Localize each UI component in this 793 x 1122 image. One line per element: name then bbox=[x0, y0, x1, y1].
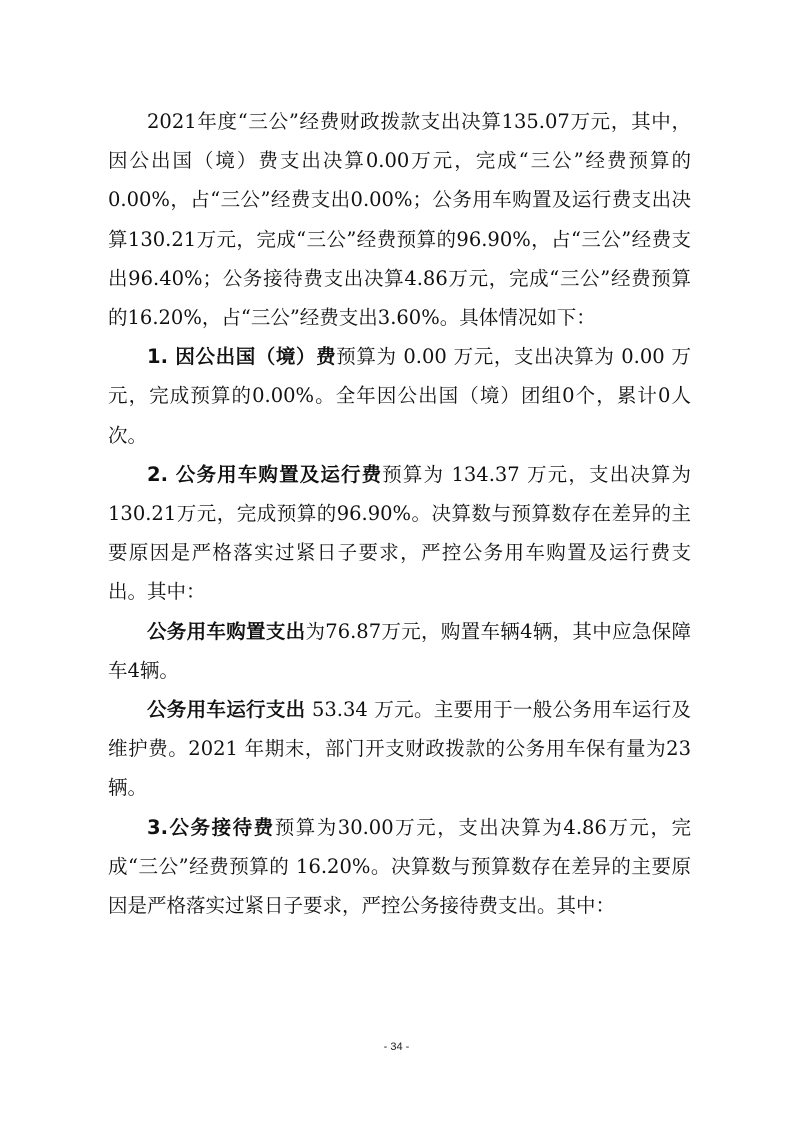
paragraph-text: 预算为30.00万元，支出决算为4.86万元，完成“三公”经费预算的 16.20%。决算数与预算数存在差异的主要原因是严格落实过紧日子要求，严控公务接待费支出。其中： bbox=[108, 815, 691, 918]
paragraph-summary bbox=[108, 102, 691, 337]
paragraph-lead: 1. 因公出国（境）费 bbox=[147, 345, 337, 369]
paragraph-vehicle-operation bbox=[108, 690, 691, 808]
paragraph-text: 预算为 0.00 万元，支出决算为 0.00 万元，完成预算的0.00%。全年因公出国（境）团组0个，累计0人次。 bbox=[108, 345, 692, 447]
paragraph-lead: 2. 公务用车购置及运行费 bbox=[147, 462, 383, 486]
paragraph-text: 预算为 134.37 万元，支出决算为130.21万元，完成预算的96.90%。决算数与预算数存在差异的主要原因是严格落实过紧日子要求，严控公务用车购置及运行费支出。其中： bbox=[108, 462, 691, 604]
paragraph-text: 53.34 万元。主要用于一般公务用车运行及维护费。2021 年期末，部门开支财政拨款的公务用车保有量为23辆。 bbox=[108, 698, 691, 800]
paragraph-text: 2021年度“三公”经费财政拨款支出决算135.07万元，其中，因公出国（境）费支出决算0.00万元，完成“三公”经费预算的0.00%，占“三公”经费支出0.00%；公务用车购置及运行费支出决算130.21万元，完成“三公”经费预算的96.90%，占“三公”经费支出96.40%；公务接待费支出决算4.86万元，完成“三公”经费预算的16.20%，占“三公”经费支出3.60%。具体情况如下： bbox=[108, 110, 691, 330]
document-body bbox=[108, 102, 691, 925]
paragraph-reception bbox=[108, 808, 691, 926]
paragraph-lead: 公务用车运行支出 bbox=[147, 698, 306, 722]
paragraph-vehicle-costs bbox=[108, 455, 691, 612]
paragraph-lead: 3.公务接待费 bbox=[147, 815, 275, 839]
paragraph-lead: 公务用车购置支出 bbox=[147, 619, 306, 643]
paragraph-overseas-travel bbox=[108, 337, 691, 455]
paragraph-text: 为76.87万元，购置车辆4辆，其中应急保障车4辆。 bbox=[108, 619, 691, 682]
paragraph-vehicle-purchase bbox=[108, 612, 691, 690]
page-number: - 34 - bbox=[383, 1041, 410, 1053]
